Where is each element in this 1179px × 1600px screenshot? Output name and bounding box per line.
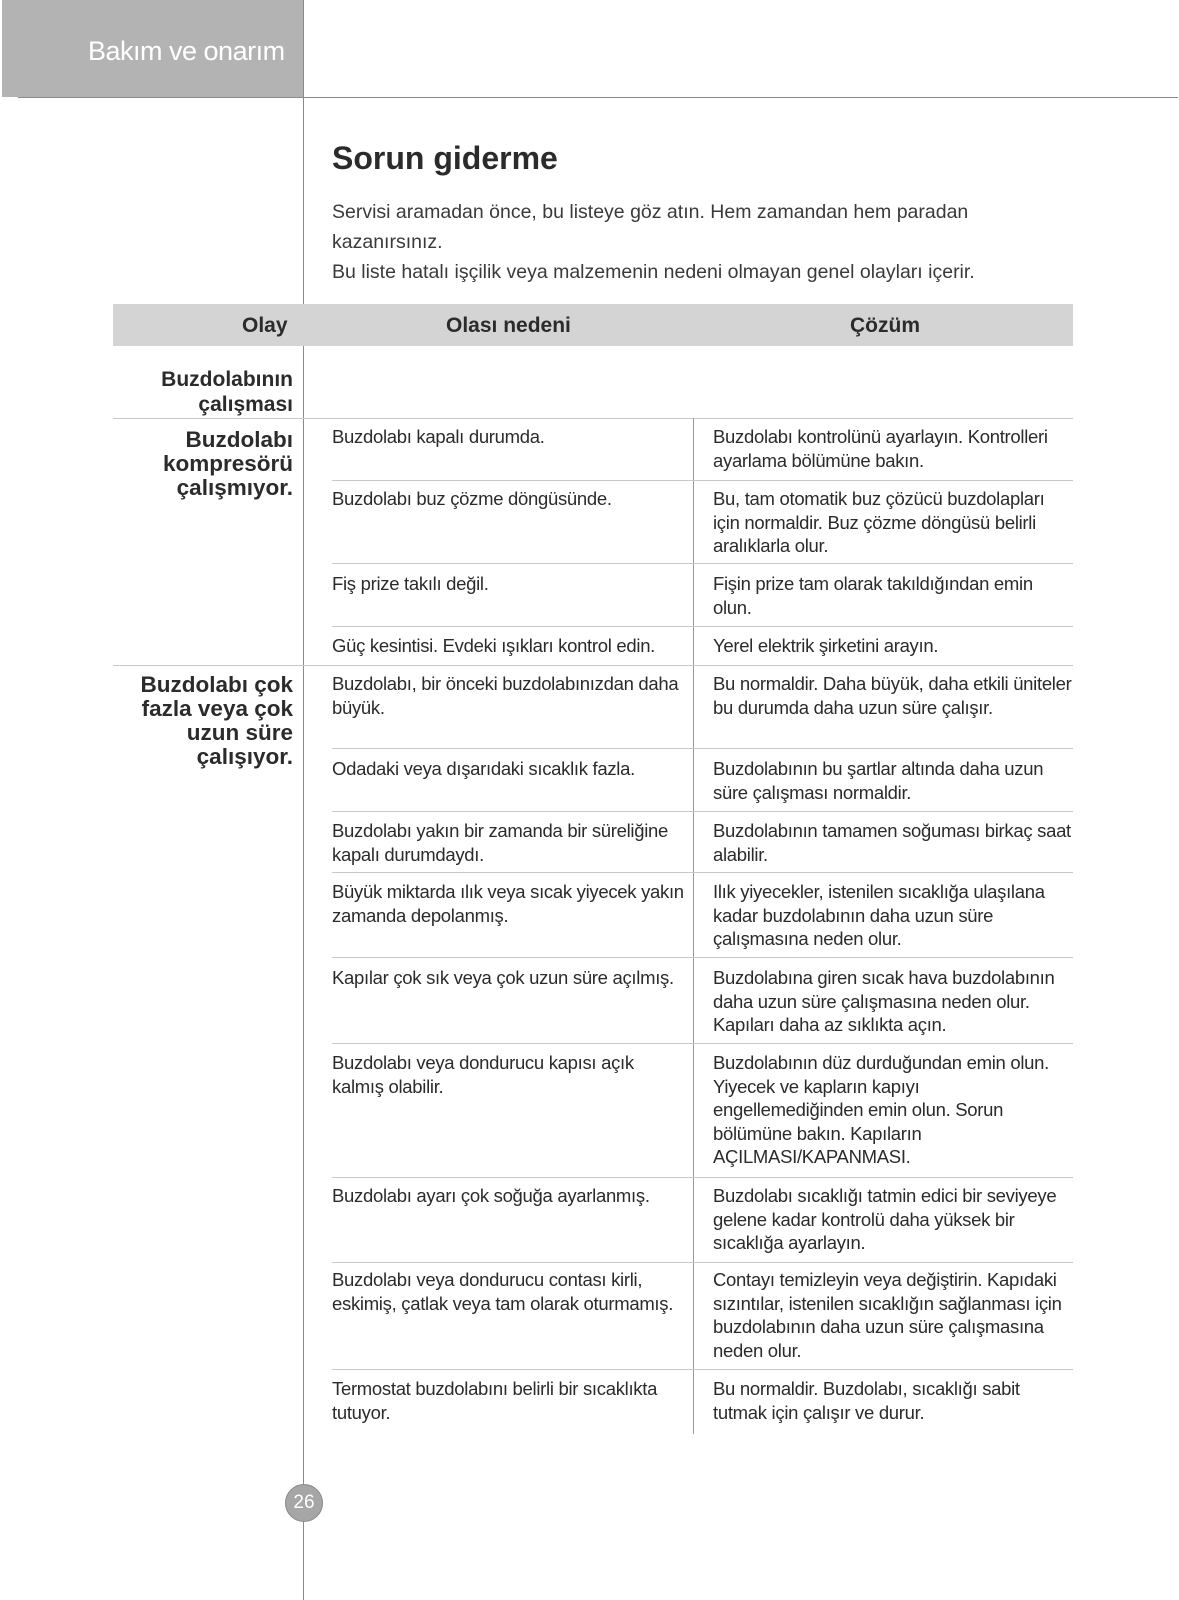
table-header <box>113 304 1073 346</box>
cause-cell: Buzdolabı yakın bir zamanda bir süreliğine kapalı durumdaydı. <box>332 820 669 865</box>
row-divider <box>332 563 1073 564</box>
event-label-compressor: Buzdolabı kompresörü çalışmıyor. <box>162 427 293 500</box>
cause-cell: Buzdolabı veya dondurucu kapısı açık kalmış olabilir. <box>332 1052 634 1097</box>
cause-cell: Buzdolabı buz çözme döngüsünde. <box>332 488 612 509</box>
cause-cell: Büyük miktarda ılık veya sıcak yiyecek yakın zamanda depolanmış. <box>332 881 684 926</box>
page-number: 26 <box>285 1484 323 1522</box>
cause-cell: Termostat buzdolabını belirli bir sıcaklıkta tutuyor. <box>332 1378 658 1423</box>
solution-cell: Buzdolabının bu şartlar altında daha uzun süre çalışması normaldir. <box>713 758 1044 803</box>
header-event: Olay <box>242 314 288 337</box>
cause-cell: Kapılar çok sık veya çok uzun süre açılmış. <box>332 967 674 988</box>
solution-cell: Contayı temizleyin veya değiştirin. Kapıdaki sızıntılar, istenilen sıcaklığın sağlanması için buzdolabının daha uzun süre çalışmasına neden olur. <box>713 1269 1062 1361</box>
section-title: Buzdolabının çalışması <box>161 368 293 416</box>
column-divider <box>693 418 694 1434</box>
row-divider <box>332 872 1073 873</box>
row-divider <box>332 811 1073 812</box>
intro-text <box>332 197 1052 287</box>
solution-cell: Ilık yiyecekler, istenilen sıcaklığa ulaşılana kadar buzdolabının daha uzun süre çalışmasına neden olur. <box>713 881 1045 949</box>
header-divider <box>18 97 1178 98</box>
row-divider <box>332 1177 1073 1178</box>
solution-cell: Bu normaldir. Daha büyük, daha etkili üniteler bu durumda daha uzun süre çalışır. <box>713 673 1072 718</box>
row-divider <box>332 626 1073 627</box>
row-divider <box>332 957 1073 958</box>
section-header-label: Bakım ve onarım <box>88 36 285 66</box>
row-divider <box>332 1262 1073 1263</box>
header-cause: Olası nedeni <box>446 314 571 337</box>
cause-cell: Buzdolabı kapalı durumda. <box>332 426 545 447</box>
intro-paragraph: Bu liste hatalı işçilik veya malzemenin nedeni olmayan genel olayları içerir. <box>332 261 975 283</box>
cause-cell: Fiş prize takılı değil. <box>332 573 489 594</box>
row-divider <box>332 1043 1073 1044</box>
solution-cell: Yerel elektrik şirketini arayın. <box>713 635 939 656</box>
cause-cell: Güç kesintisi. Evdeki ışıkları kontrol edin. <box>332 635 656 656</box>
intro-paragraph: Servisi aramadan önce, bu listeye göz atın. Hem zamandan hem paradan kazanırsınız. <box>332 201 969 253</box>
cause-cell: Buzdolabı, bir önceki buzdolabınızdan daha büyük. <box>332 673 679 718</box>
cause-cell: Odadaki veya dışarıdaki sıcaklık fazla. <box>332 758 635 779</box>
solution-cell: Buzdolabına giren sıcak hava buzdolabının daha uzun süre çalışmasına neden olur. Kapıları daha az sıklıkta açın. <box>713 967 1055 1035</box>
row-divider <box>332 1369 1073 1370</box>
solution-cell: Fişin prize tam olarak takıldığından emin olun. <box>713 573 1033 618</box>
section-header <box>2 0 304 97</box>
event-label-runs-long: Buzdolabı çok fazla veya çok uzun süre çalışıyor. <box>140 672 293 769</box>
page-title: Sorun giderme <box>332 140 558 176</box>
solution-cell: Bu normaldir. Buzdolabı, sıcaklığı sabit tutmak için çalışır ve durur. <box>713 1378 1020 1423</box>
group-divider <box>113 665 1073 666</box>
solution-cell: Buzdolabı sıcaklığı tatmin edici bir seviyeye gelene kadar kontrolü daha yüksek bir sıcaklığa ayarlayın. <box>713 1185 1057 1253</box>
solution-cell: Bu, tam otomatik buz çözücü buzdolapları için normaldir. Buz çözme döngüsü belirli aralıklarla olur. <box>713 488 1045 556</box>
cause-cell: Buzdolabı veya dondurucu contası kirli, eskimiş, çatlak veya tam olarak oturmamış. <box>332 1269 674 1314</box>
solution-cell: Buzdolabı kontrolünü ayarlayın. Kontrolleri ayarlama bölümüne bakın. <box>713 426 1048 471</box>
solution-cell: Buzdolabının düz durduğundan emin olun. Yiyecek ve kapların kapıyı engellemediğinden emin olun. Sorun bölümüne bakın. Kapıların AÇILMASI/KAPANMASI. <box>713 1052 1049 1167</box>
header-solution: Çözüm <box>850 314 920 337</box>
row-divider <box>332 748 1073 749</box>
cause-cell: Buzdolabı ayarı çok soğuğa ayarlanmış. <box>332 1185 650 1206</box>
vertical-divider <box>303 0 304 1600</box>
section-divider <box>113 418 1073 419</box>
row-divider <box>332 480 1073 481</box>
solution-cell: Buzdolabının tamamen soğuması birkaç saat alabilir. <box>713 820 1071 865</box>
